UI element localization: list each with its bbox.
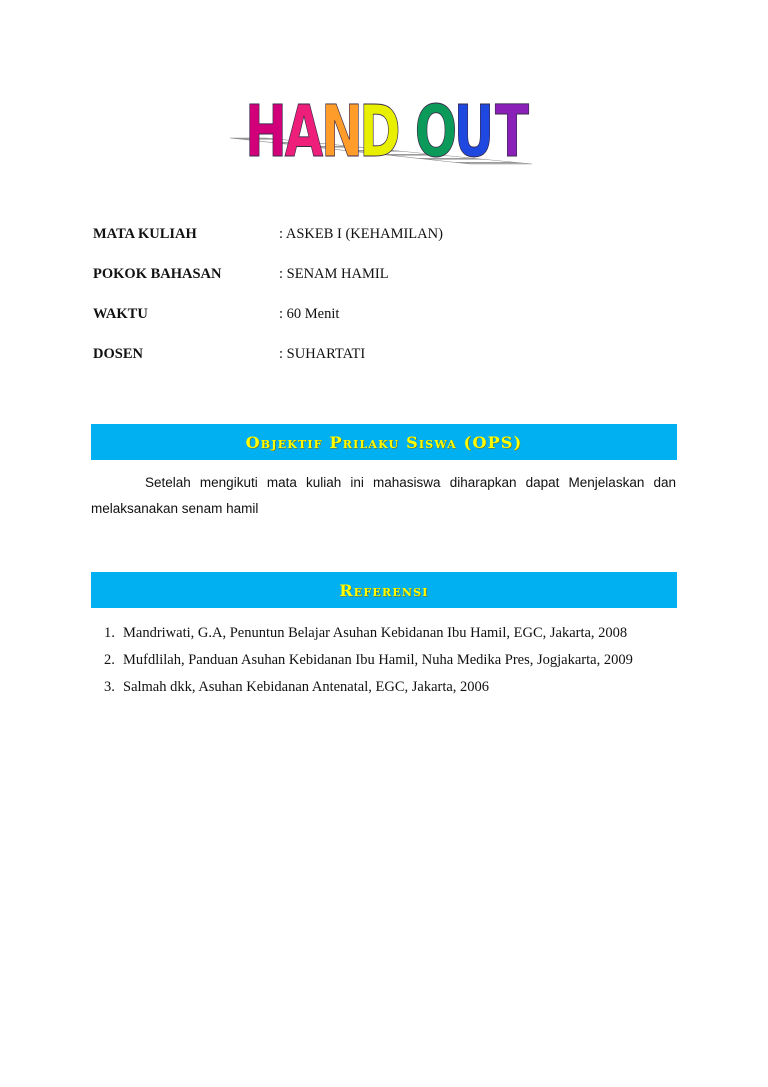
reference-item <box>93 620 676 647</box>
title-letter: A <box>284 89 324 174</box>
title-letter: H <box>245 89 287 174</box>
ops-heading-band <box>91 424 677 460</box>
title-letter: U <box>453 89 495 174</box>
meta-label: MATA KULIAH <box>93 226 197 242</box>
reference-text: Mufdlilah, Panduan Asuhan Kebidanan Ibu Hamil, Nuha Medika Pres, Jogjakarta, 2009 <box>123 652 633 668</box>
ops-body-text: Setelah mengikuti mata kuliah ini mahasiswa diharapkan dapat Menjelaskan dan melaksanakan senam hamil <box>91 475 676 516</box>
handout-title-art <box>222 86 552 176</box>
meta-label: POKOK BAHASAN <box>93 266 222 282</box>
reference-item <box>93 674 676 701</box>
reference-item <box>93 647 676 674</box>
referensi-heading-band <box>91 572 677 608</box>
reference-number: 3. <box>104 679 115 695</box>
reference-number: 1. <box>104 625 115 641</box>
meta-value: : 60 Menit <box>279 306 340 322</box>
handout-title <box>222 86 552 176</box>
meta-value: : SUHARTATI <box>279 346 366 362</box>
title-letters <box>245 90 529 174</box>
reference-text: Salmah dkk, Asuhan Kebidanan Antenatal, EGC, Jakarta, 2006 <box>123 679 490 695</box>
title-letter: D <box>359 89 401 174</box>
title-letter: N <box>321 89 363 174</box>
meta-value: : ASKEB I (KEHAMILAN) <box>279 226 443 242</box>
reference-text: Mandriwati, G.A, Penuntun Belajar Asuhan Kebidanan Ibu Hamil, EGC, Jakarta, 2008 <box>123 625 628 641</box>
meta-row-dosen <box>93 346 693 368</box>
meta-label: DOSEN <box>93 346 143 362</box>
meta-row-waktu <box>93 306 693 328</box>
reference-list <box>93 620 676 701</box>
referensi-heading: Referensi <box>339 580 429 600</box>
title-letter: T <box>494 89 530 174</box>
meta-value: : SENAM HAMIL <box>279 266 389 282</box>
meta-row-mata-kuliah <box>93 226 693 248</box>
meta-label: WAKTU <box>93 306 148 322</box>
title-letter: O <box>414 89 458 174</box>
ops-heading: Objektif Prilaku Siswa (OPS) <box>245 432 523 452</box>
reference-number: 2. <box>104 652 115 668</box>
meta-row-pokok-bahasan <box>93 266 693 288</box>
